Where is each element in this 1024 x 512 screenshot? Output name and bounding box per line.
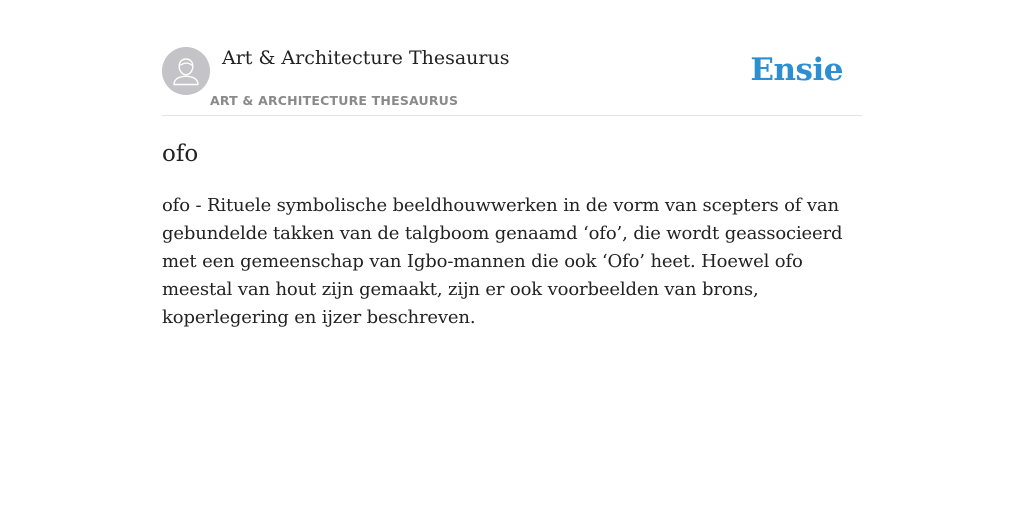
source-label[interactable]: ART & ARCHITECTURE THESAURUS bbox=[210, 93, 459, 108]
term-definition: ofo - Rituele symbolische beeldhouwwerken in de vorm van scepters of van gebundelde takken van de talgboom genaamd ‘ofo’, die wordt geassocieerd met een gemeenschap van Igbo-mannen die ook ‘Ofo’ heet. Hoewel ofo meestal van hout zijn gemaakt, zijn er ook voorbeelden van brons, koperlegering en ijzer beschreven. bbox=[162, 195, 843, 328]
page bbox=[162, 0, 862, 328]
brand-logo[interactable]: Ensie bbox=[750, 52, 843, 88]
user-icon bbox=[162, 47, 210, 95]
entry-header bbox=[162, 0, 862, 116]
author-name[interactable]: Art & Architecture Thesaurus bbox=[222, 47, 510, 69]
term-title: ofo bbox=[162, 141, 199, 167]
author-avatar[interactable] bbox=[162, 47, 210, 95]
